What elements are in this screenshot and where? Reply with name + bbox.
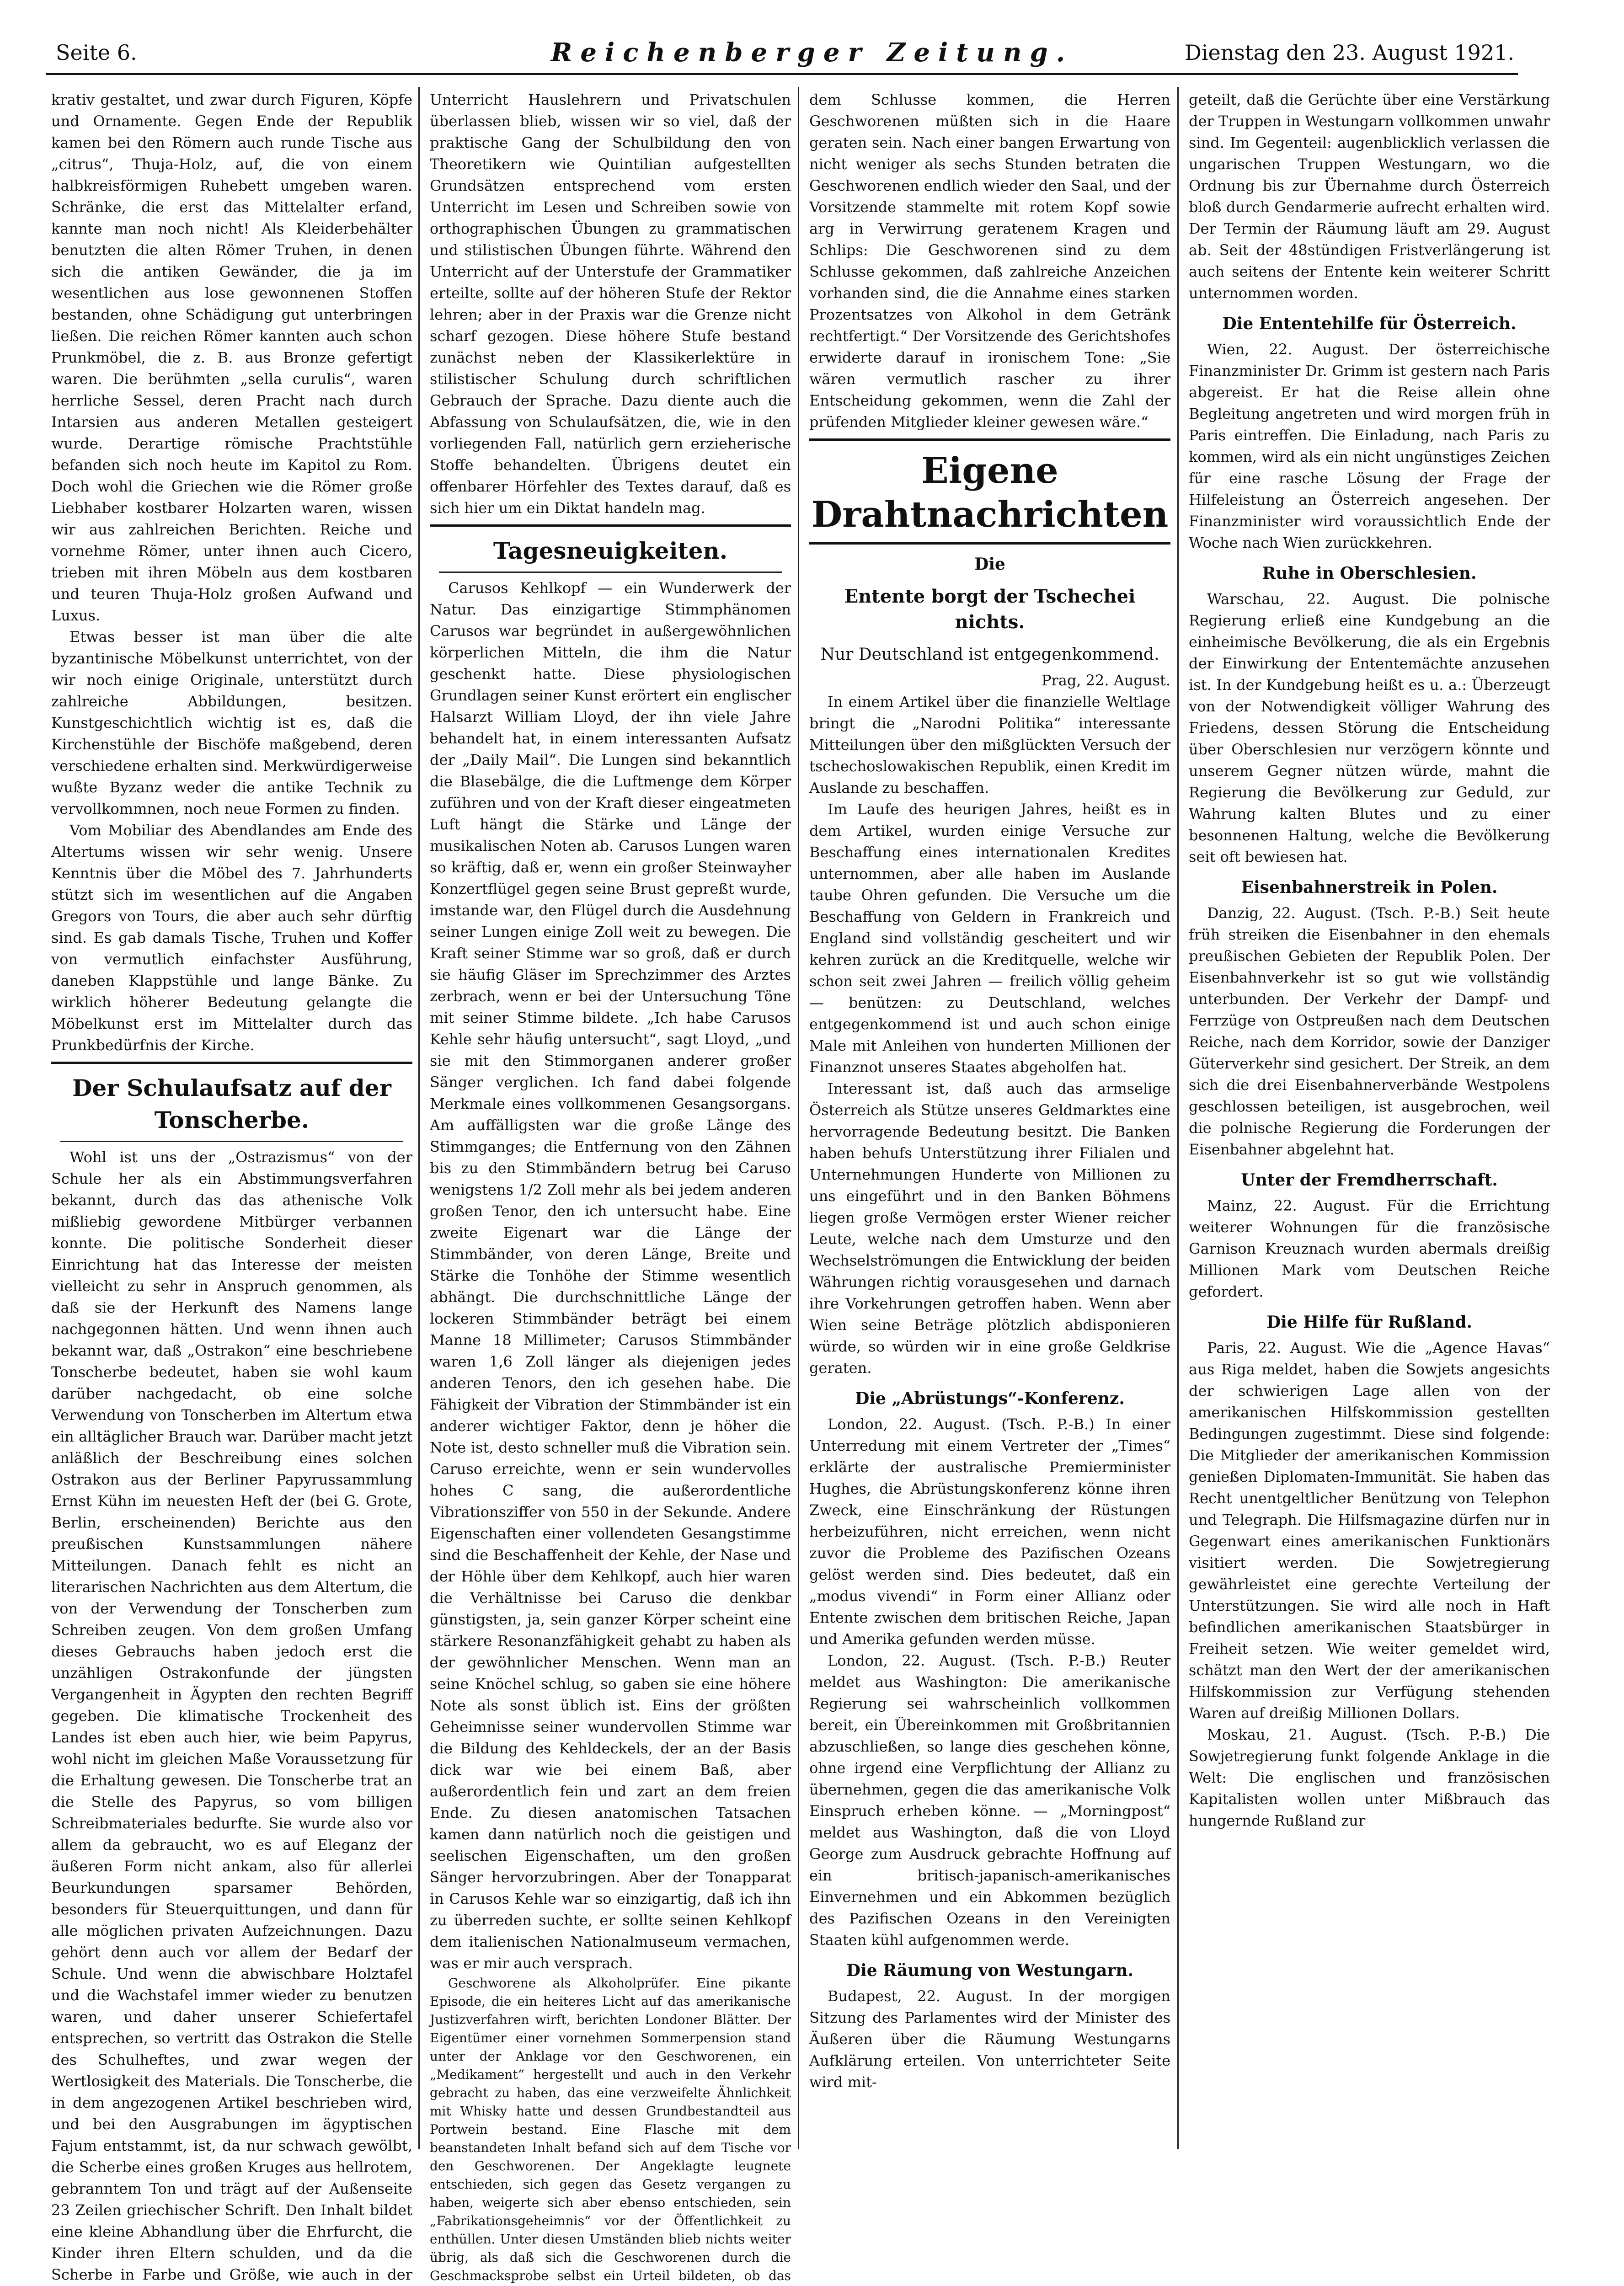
article-paragraph: Geschworene als Alkoholprüfer. Eine pikante Episode, die ein heiteres Licht auf das amerikanische Justizverfahren wirft, berichten Londoner Blätter. Der Eigentümer einer vornehmen Sommerpension stand unter der Anklage vor den Geschworenen, ein „Medikament“ hergestellt und auch in den Verkehr gebracht zu haben, das eine verzweifelte Ähnlichkeit mit Whisky hatte und dessen Grundbestandteil aus Portwein bestand. Eine Flasche mit dem beanstandeten Inhalt befand sich auf dem Tische vor den Geschworenen. Der Angeklagte leugnete entschieden, sich gegen das Gesetz vergangen zu haben, weigerte sich aber ebenso entschieden, sein „Fabrikationsgeheimnis“ vor der Öffentlichkeit zu enthüllen. Unter diesen Umständen blieb nichts weiter übrig, als daß sich die Geschworenen durch die Geschmacksprobe selbst ein Urteil bildeten, ob das — [430, 1976, 791, 2283]
article-paragraph: Unterricht Hauslehrern und Privatschulen überlassen blieb, wissen wir so viel, daß der praktische Gang der Schulbildung den von Theoretikern wie Quintilian aufgestellten Grundsätzen entsprechend vom ersten Unterricht im Lesen und Schreiben sowie von orthographischen Übungen zu grammatischen und stilistischen Übungen führte. Während den Unterricht auf der Unterstufe der Grammatiker erteilte, sollte auf der höheren Stufe der Rektor lehren; aber in der Praxis war die Grenze nicht scharf gezogen. Diese höhere Stufe bestand zunächst neben der Klassikerlektüre in stilistischer Schulung durch schriftlichen Gebrauch der Sprache. Dazu diente auch die Abfassung von Schulaufsätzen, die, wie in den vorliegenden Fall, natürlich gern erzieherische Stoffe behandelten. Übrigens deutet ein offenbarer Hörfehler des Textes darauf, daß es sich hier um ein Diktat handeln mag. — [430, 91, 791, 517]
article-paragraph: dem Schlusse kommen, die Herren Geschworenen müßten sich in die Haare geraten sein. Nach einer bangen Erwartung von nicht weniger als sechs Stunden betraten die Geschworenen endlich wieder den Saal, und der Vorsitzende stammelte mit rotem Kopf sowie arg in Verwirrung geratenem Kragen und Schlips: Die Geschworenen sind zu dem Schlusse gekommen, daß zahlreiche Anzeichen vorhanden sind, die die Annahme eines starken Prozentsatzes von Alkohol in dem Getränk rechtfertigt.“ Der Vorsitzende des Gerichtshofes erwiderte darauf in ironischem Tone: „Sie wären vermutlich rascher zu ihrer Entscheidung gekommen, wenn die Zahl der prüfenden Mitglieder kleiner gewesen wäre.“ — [809, 91, 1170, 431]
headline-raeumung: Die Räumung von Westungarn. — [846, 1961, 1134, 1980]
headline-schulaufsatz: Der Schulaufsatz auf der Tonscherbe. — [72, 1074, 391, 1133]
subheadline-deutschland: Nur Deutschland ist entgegenkommend. — [820, 645, 1159, 664]
column-divider — [798, 87, 799, 2149]
column-1 — [51, 89, 412, 2286]
article-paragraph: Interessant ist, daß auch das armselige Österreich als Stütze unseres Geldmarktes eine hervorragende Bedeutung besitzt. Die Banken haben behufs Unterstützung ihrer Filialen und Unternehmungen Hunderte von Millionen zu uns eingeführt und in den Banken Böhmens liegen große Vermögen erster Wiener reicher Leute, welche nach dem Umsturze und den Wechselströmungen die Entwicklung der beiden Währungen richtig vorausgesehen und darnach ihre Vorkehrungen getroffen haben. Wenn aber Wien seine Beträge plötzlich abdisponieren würde, so würden wir in eine große Geldkrise geraten. — [809, 1080, 1170, 1377]
headline-eisenbahnerstreik: Eisenbahnerstreik in Polen. — [1241, 878, 1498, 897]
issue-date: Dienstag den 23. August 1921. — [1184, 40, 1514, 65]
article-paragraph: Wien, 22. August. Der österreichische Finanzminister Dr. Grimm ist gestern nach Paris abgereist. Er hat die Reise allein ohne Begleitung angetreten und wird morgen früh in Paris eintreffen. Die Einladung, nach Paris zu kommen, wird als ein nicht ungünstiges Zeichen für eine rasche Lösung der Frage der Hilfeleistung an Österreich angesehen. Der Finanzminister wird voraussichtlich Ende der Woche nach Wien zurückkehren. — [1189, 341, 1550, 551]
article-paragraph: Paris, 22. August. Wie die „Agence Havas“ aus Riga meldet, haben die Sowjets angesichts der schwierigen Lage allen von der amerikanischen Hilfskommission gestellten Bedingungen zugestimmt. Diese sind folgende: Die Mitglieder der amerikanischen Kommission genießen Diplomaten-Immunität. Sie haben das Recht unentgeltlicher Benützung von Telephon und Telegraph. Die Hilfsmagazine dürfen nur in Gegenwart eines amerikanischen Funktionärs visitiert werden. Die Sowjetregierung gewährleistet eine gerechte Verteilung der Unterstützungen. Sie wird alle noch in Haft befindlichen amerikanischen Staatsbürger in Freiheit setzen. Wie weiter gemeldet wird, schätzt man den Wert der der amerikanischen Hilfskommission zur Verfügung stehenden Waren auf dreißig Millionen Dollars. — [1189, 1339, 1550, 1722]
page-number: Seite 6. — [56, 40, 137, 65]
article-paragraph: Danzig, 22. August. (Tsch. P.-B.) Seit heute früh streiken die Eisenbahner in den ehemals preußischen Gebieten der Republik Polen. Der Eisenbahnverkehr ist so gut wie vollständig unterbunden. Der Verkehr der Dampf- und Ferrzüge von Ostpreußen nach dem Deutschen Reiche, nach dem Korridor, sowie der Danziger Güterverkehr sind gesichert. Der Streik, an dem sich die drei Eisenbahnerverbände Westpolens geschlossen beteiligen, ist ausgebrochen, weil die polnische Regierung die Forderungen der Eisenbahner abgelehnt hat. — [1189, 904, 1550, 1158]
section-rule — [51, 1062, 412, 1064]
header-rule — [46, 73, 1518, 75]
column-3 — [809, 89, 1170, 2093]
headline-rule — [439, 572, 782, 573]
article-paragraph: Vom Mobiliar des Abendlandes am Ende des Altertums wissen wir sehr wenig. Unsere Kenntnis über die Möbel des 7. Jahrhunderts stützt sich im wesentlichen auf die Angaben Gregors von Tours, die aber auch sehr dürftig sind. Es gab damals Tische, Truhen und Koffer von vermutlich einfachster Ausführung, daneben Klappstühle und lange Bänke. Zu wirklich höherer Bedeutung gelangte die Möbelkunst erst im Mittelalter durch das Prunkbedürfnis der Kirche. — [51, 822, 412, 1054]
article-paragraph: London, 22. August. (Tsch. P.-B.) In einer Unterredung mit einem Vertreter der „Times“ erklärte der australische Premierminister Hughes, die Abrüstungskonferenz könne ihren Zweck, eine Einschränkung der Rüstungen herbeizuführen, nicht erreichen, wenn nicht zuvor die Probleme des Pazifischen Ozeans gelöst werden sind. Dies bedeutet, daß ein „modus vivendi“ in Form einer Allianz oder Entente zwischen dem britischen Reiche, Japan und Amerika gefunden werden müsse. — [809, 1415, 1170, 1648]
section-rule — [809, 438, 1170, 441]
dateline: Prag, 22. August. — [1041, 672, 1170, 689]
article-paragraph: Mainz, 22. August. Für die Errichtung weiterer Wohnungen für die französische Garnison Kreuznach wurden abermals dreißig Millionen Mark vom Deutschen Reiche gefordert. — [1189, 1197, 1550, 1300]
article-paragraph: geteilt, daß die Gerüchte über eine Verstärkung der Truppen in Westungarn vollkommen unwahr sind. Im Gegenteil: augenblicklich verlassen die ungarischen Truppen Westungarn, wo die Ordnung bis zur Übernahme durch Österreich bloß durch Gendarmerie aufrecht erhalten wird. Der Termin der Räumung läuft am 29. August ab. Seit der 48stündigen Fristverlängerung ist auch seitens der Entente kein weiterer Schritt unternommen worden. — [1189, 91, 1550, 302]
article-paragraph: In einem Artikel über die finanzielle Weltlage bringt die „Narodni Politika“ interessante Mitteilungen über den mißglückten Versuch der tschechoslowakischen Republik, einen Kredit im Auslande zu beschaffen. — [809, 693, 1170, 796]
article-paragraph: Moskau, 21. August. (Tsch. P.-B.) Die Sowjetregierung funkt folgende Anklage in die Welt: Die englischen und französischen Kapitalisten wollen unter Mißbrauch das hungernde Rußland zur — [1189, 1726, 1550, 1829]
headline-russland: Die Hilfe für Rußland. — [1266, 1313, 1473, 1332]
column-4 — [1189, 89, 1550, 1832]
article-paragraph: Wohl ist uns der „Ostrazismus“ von der Schule her als ein Abstimmungsverfahren bekannt, durch das das athenische Volk mißliebig gewordene Mitbürger verbannen konnte. Die politische Sonderheit dieser Einrichtung hat das Interesse der meisten vielleicht zu sehr in Anspruch genommen, als daß sie der Herkunft des Namens lange nachgegonnen hätten. Und wenn ihnen auch bekannt war, daß „Ostrakon“ eine beschriebene Tonscherbe bedeutet, haben sie wohl kaum darüber nachgedacht, ob eine solche Verwendung von Tonscherben im Altertum etwa ein alltäglicher Brauch war. Darüber macht jetzt anläßlich der Beschreibung eines solchen Ostrakon aus der Berliner Papyrussammlung Ernst Kühn im neuesten Heft der (bei G. Grote, Berlin, erscheinenden) Berichte aus den preußischen Kunstsammlungen nähere Mitteilungen. Danach fehlt es nicht an literarischen Nachrichten aus dem Altertum, die von der Verwendung der Tonscherben zum Schreiben zeugen. Von dem großen Umfang dieses Gebrauchs haben jedoch erst die unzähligen Ostrakonfunde der jüngsten Vergangenheit in Ägypten den rechten Begriff gegeben. Die klimatische Trockenheit des Landes ist eben auch hier, wie beim Papyrus, wohl nicht im gleichen Maße Voraussetzung für die Erhaltung gewesen. Die Tonscherbe trat an die Stelle des Papyrus, so vom billigen Schreibmateriales bedurfte. Sie wurde also vor allem da gebraucht, wo es auf Eleganz der äußeren Form nicht ankam, also für allerlei Beurkundungen sparsamer Behörden, besonders für Steuerquittungen, und dann für alle möglichen privaten Aufzeichnungen. Dazu gehört denn auch vor allem der Bedarf der Schule. Und wenn die abwischbare Holztafel und die Wachstafel immer wieder zu benutzen waren, und daher unserer Schiefertafel entsprechen, so vertritt das Ostrakon die Stelle des Schulheftes, und zwar wegen der Wertlosigkeit des Materials. Die Tonscherbe, die in dem angezogenen Artikel beschrieben wird, und bei den Ausgrabungen im ägyptischen Fajum entstammt, ist, da nur schwach gewölbt, die Scherbe eines großen Kruges aus hellrotem, gebranntem Ton und trägt auf der Außenseite 23 Zeilen griechischer Schrift. Den Inhalt bildet eine kleine Abhandlung über die Ehrfurcht, die Kinder ihren Eltern schulden, und da die Scherbe in Farbe und Größe, wie auch in der — [51, 1148, 412, 2283]
column-divider — [1177, 87, 1179, 2149]
headline-die: Die — [974, 555, 1005, 574]
column-2 — [430, 89, 791, 2286]
masthead — [0, 0, 1624, 68]
headline-fremdherrschaft: Unter der Fremdherrschaft. — [1241, 1170, 1498, 1190]
headline-ententehilfe: Die Ententehilfe für Österreich. — [1222, 314, 1517, 333]
article-paragraph: krativ gestaltet, und zwar durch Figuren, Köpfe und Ornamente. Gegen Ende der Republik kamen bei den Römern auch runde Tische aus „citrus“, Thuja-Holz, auf, die von einem halbkreisförmigen Ruhebett umgeben waren. Schränke, die erst das Mittelalter erfand, kannte man noch nicht! Als Kleiderbehälter benutzten die alten Römer Truhen, in denen sich die antiken Gewänder, die ja im wesentlichen aus lose gewonnenen Stoffen bestanden, ohne Schädigung gut unterbringen ließen. Die reichen Römer kannten auch schon Prunkmöbel, die z. B. aus Bronze gefertigt waren. Die berühmten „sella curulis“, waren herrliche Sessel, deren Pracht nach durch Intarsien aus anderen Metallen gesteigert wurde. Derartige römische Prachtstühle befanden sich noch heute im Kapitol zu Rom. Doch wohl die Griechen wie die Römer große Liebhaber kostbarer Holzarten waren, wissen wir aus zahlreichen Berichten. Reiche und vornehme Römer, unter ihnen auch Cicero, trieben mit ihren Möbeln aus dem kostbaren und teuren Thuja-Holz großen Aufwand und Luxus. — [51, 91, 412, 624]
headline-entente: Entente borgt der Tschechei nichts. — [844, 586, 1136, 633]
column-divider — [418, 87, 420, 2149]
newspaper-title: Reichenberger Zeitung. — [550, 37, 1074, 68]
article-paragraph: Budapest, 22. August. In der morgigen Sitzung des Parlamentes wird der Minister des Äußeren über die Räumung Westungarns Aufklärung erteilen. Von unterrichteter Seite wird mit- — [809, 1987, 1170, 2091]
section-rule — [430, 524, 791, 527]
headline-drahtnachrichten: Eigene Drahtnachrichten — [811, 450, 1169, 535]
article-paragraph: Carusos Kehlkopf — ein Wunderwerk der Natur. Das einzigartige Stimmphänomen Carusos war begründet in außergewöhnlichen körperlichen Mitteln, die ihm die Natur geschenkt hatte. Diese physiologischen Grundlagen seiner Kunst erörtert ein englischer Halsarzt William Lloyd, der ihn viele Jahre behandelt hat, in einem interessanten Aufsatz der „Daily Mail“. Die Lungen sind bekanntlich die Blasebälge, die die Luftmenge dem Körper zuführen und von der Kraft dieser eingeatmeten Luft hängt die Stärke und Länge der musikalischen Noten ab. Carusos Lungen waren so kräftig, daß er, wenn ein großer Steinwayher Konzertflügel gegen seine Brust gepreßt wurde, imstande war, den Flügel durch die Ausdehnung seiner Lungen einige Zoll weit zu bewegen. Die Kraft seiner Stimme war so groß, daß er durch sie häufig Gläser im Sprechzimmer des Arztes zerbrach, wenn er bei der Untersuchung Töne mit seiner Stimme bildete. „Ich habe Carusos Kehle sehr häufig untersucht“, sagt Lloyd, „und sie mit den Stimmorganen anderer großer Sänger verglichen. Ich fand dabei folgende Merkmale eines vollkommenen Gesangsorgans. Am auffälligsten war die große Länge des Stimmganges; die Entfernung von den Zähnen bis zu den Stimmbändern betrug bei Caruso wenigstens 1/2 Zoll mehr als bei jedem anderen großen Tenor, den ich untersucht habe. Eine zweite Eigenart war die Länge der Stimmbänder, von deren Länge, Breite und Stärke die Tonhöhe der Stimme wesentlich abhängt. Die durchschnittliche Länge der lockeren Stimmbänder beträgt bei einem Manne 18 Millimeter; Carusos Stimmbänder waren 1,6 Zoll länger als diejenigen jedes anderen Tenors, den ich gesehen habe. Die Fähigkeit der Vibration der Stimmbänder ist ein anderer wichtiger Faktor, denn je höher die Note ist, desto schneller muß die Vibration sein. Caruso erreichte, wenn er sein wundervolles hohes C sang, die außerordentliche Vibrationsziffer von 550 in der Sekunde. Andere Eigenschaften einer vollendeten Gesangstimme sind die Beschaffenheit der Kehle, der Nase und der Höhle über dem Kehlkopf, auch hier waren die Verhältnisse bei Caruso die denkbar günstigsten, ja, sein ganzer Körper scheint eine stärkere Resonanzfähigkeit gehabt zu haben als der gewöhnlicher Menschen. Wenn man an seine Knöchel schlug, so gaben sie eine höhere Note als sonst üblich ist. Eins der größten Geheimnisse seiner wundervollen Stimme war die Bildung des Kehldeckels, der an der Basis dick war wie bei einem Baß, aber außerordentlich fein und zart an dem freien Ende. Zu diesen anatomischen Tatsachen kamen dann natürlich noch die geistigen und seelischen Eigenschaften, um den großen Sänger hervorzubringen. Aber der Tonapparat in Carusos Kehle war so einzigartig, daß ich ihn zu überreden suchte, er sollte seinen Kehlkopf dem italienischen Nationalmuseum vermachen, was er mir auch versprach. — [430, 579, 791, 1972]
headline-abruestung: Die „Abrüstungs“-Konferenz. — [855, 1389, 1125, 1408]
headline-ruhe: Ruhe in Oberschlesien. — [1262, 564, 1477, 583]
section-rule — [809, 542, 1170, 545]
article-paragraph: Warschau, 22. August. Die polnische Regierung erließ eine Kundgebung an die einheimische Bevölkerung, die als ein Ergebnis der Einwirkung der Ententemächte anzusehen ist. In der Kundgebung heißt es u. a.: Überzeugt von der Notwendigkeit völliger Wahrung des Friedens, dessen Störung die Entscheidung über Oberschlesien nur verzögern könnte und unserem Gegner nützen würde, mahnt die Regierung die Bevölkerung zur Geduld, zur Wahrung kalten Blutes und zu einer besonnenen Haltung, welche die Bevölkerung seit oft bewiesen hat. — [1189, 590, 1550, 865]
headline-rule — [60, 1141, 403, 1142]
article-paragraph: London, 22. August. (Tsch. P.-B.) Reuter meldet aus Washington: Die amerikanische Regierung sei wahrscheinlich vollkommen bereit, ein Übereinkommen mit Großbritannien abzuschließen, so lange dies geschehen könne, ohne irgend eine Verpflichtung der Allianz zu übernehmen, gegen die das amerikanische Volk Einspruch erheben könne. — „Morningpost“ meldet aus Washington, daß die von Lloyd George zum Ausdruck gebrachte Hoffnung auf ein britisch-japanisch-amerikanisches Einvernehmen und ein Abkommen bezüglich des Pazifischen Ozeans in den Vereinigten Staaten kühl aufgenommen werde. — [809, 1652, 1170, 1949]
article-paragraph: Im Laufe des heurigen Jahres, heißt es in dem Artikel, wurden einige Versuche zur Beschaffung eines internationalen Kredites unternommen, aber alle haben im Auslande taube Ohren gefunden. Die Versuche um die Beschaffung von Geldern in Frankreich und England sind vollständig gescheitert und wir kehren zurück an die Kreditquelle, welche wir schon seit zwei Jahren — freilich völlig geheim — benützen: zu Deutschland, welches entgegenkommend ist und auch schon einige Male mit Anleihen von hunderten Millionen der Finanznot unseres Staates abgeholfen hat. — [809, 801, 1170, 1076]
headline-tagesneuigkeiten: Tagesneuigkeiten. — [493, 537, 728, 564]
article-paragraph: Etwas besser ist man über die alte byzantinische Möbelkunst unterrichtet, von der wir noch einige Originale, unterstützt durch zahlreiche Abbildungen, besitzen. Kunstgeschichtlich wichtig ist es, daß die Kirchenstühle der Bischöfe maßgebend, deren verschiedene erhalten sind. Merkwürdigerweise wußte Byzanz weder die antike Technik zu vervollkommnen, noch neue Formen zu finden. — [51, 628, 412, 817]
